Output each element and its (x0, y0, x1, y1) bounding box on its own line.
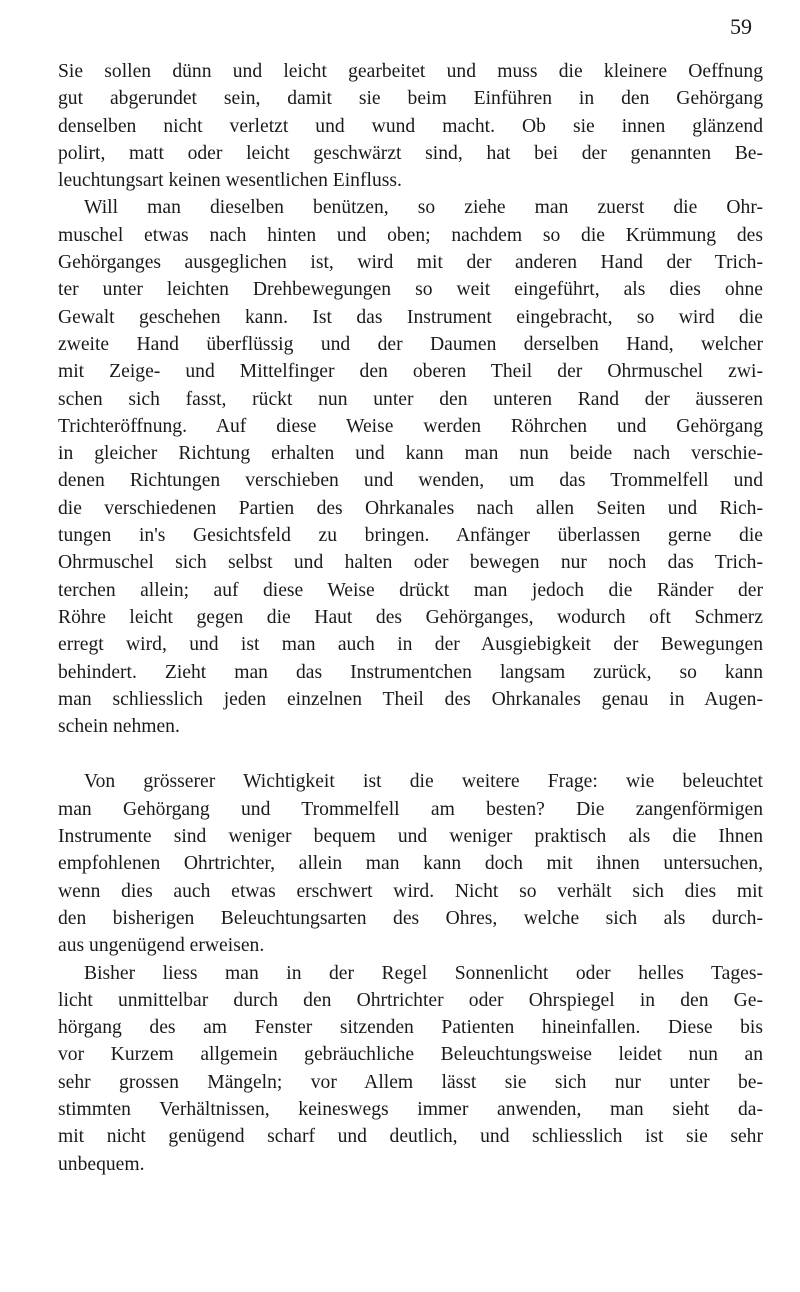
text-line: Bisher liess man in der Regel Sonnenlicht oder helles Tages- (84, 962, 763, 984)
text-line: in gleicher Richtung erhalten und kann man nun beide nach verschie- (58, 443, 763, 465)
paragraph (58, 58, 763, 194)
paragraph-spacer (58, 740, 763, 768)
text-line: Instrumente sind weniger bequem und weniger praktisch als die Ihnen (58, 826, 763, 848)
text-line: tungen in's Gesichtsfeld zu bringen. Anfänger überlassen gerne die (58, 525, 763, 547)
text-line: ter unter leichten Drehbewegungen so weit eingeführt, als dies ohne (58, 279, 763, 301)
text-line: Sie sollen dünn und leicht gearbeitet und muss die kleinere Oeffnung (58, 61, 763, 82)
paragraph (58, 960, 763, 1178)
paragraph (58, 768, 763, 959)
text-line: mit nicht genügend scharf und deutlich, und schliesslich ist sie sehr (58, 1126, 763, 1148)
text-line: erregt wird, und ist man auch in der Ausgiebigkeit der Bewegungen (58, 634, 763, 656)
text-line: Röhre leicht gegen die Haut des Gehörganges, wodurch oft Schmerz (58, 606, 763, 628)
text-line: behindert. Zieht man das Instrumentchen langsam zurück, so kann (58, 661, 763, 683)
paragraph (58, 194, 763, 740)
text-line: Von grösserer Wichtigkeit ist die weitere Frage: wie beleuchtet (84, 771, 763, 793)
text-line: mit Zeige- und Mittelfinger den oberen Theil der Ohrmuschel zwi- (58, 361, 763, 383)
text-line: den bisherigen Beleuchtungsarten des Ohres, welche sich als durch- (58, 907, 763, 929)
text-line: vor Kurzem allgemein gebräuchliche Beleuchtungsweise leidet nun an (58, 1044, 763, 1066)
text-line: zweite Hand überflüssig und der Daumen derselben Hand, welcher (58, 333, 763, 355)
text-line: muschel etwas nach hinten und oben; nachdem so die Krümmung des (58, 224, 763, 246)
text-line: man Gehörgang und Trommelfell am besten? Die zangenförmigen (58, 798, 763, 820)
text-line: schen sich fasst, rückt nun unter den unteren Rand der äusseren (58, 388, 763, 410)
text-line: hörgang des am Fenster sitzenden Patienten hineinfallen. Diese bis (58, 1017, 763, 1039)
text-line: Ohrmuschel sich selbst und halten oder bewegen nur noch das Trich- (58, 552, 763, 574)
text-line: schein nehmen. (58, 716, 180, 738)
text-line: licht unmittelbar durch den Ohrtrichter oder Ohrspiegel in den Ge- (58, 989, 763, 1011)
text-line: unbequem. (58, 1153, 145, 1175)
text-line: Will man dieselben benützen, so ziehe man zuerst die Ohr- (84, 197, 763, 219)
text-line: terchen allein; auf diese Weise drückt man jedoch die Ränder der (58, 579, 763, 601)
text-line: Trichteröffnung. Auf diese Weise werden Röhrchen und Gehörgang (58, 415, 763, 437)
text-line: denen Richtungen verschieben und wenden, um das Trommelfell und (58, 470, 763, 492)
text-line: leuchtungsart keinen wesentlichen Einfluss. (58, 170, 402, 192)
page-number: 59 (730, 14, 752, 39)
text-line: aus ungenügend erweisen. (58, 935, 265, 957)
text-line: Gehörganges ausgeglichen ist, wird mit der anderen Hand der Trich- (58, 252, 763, 274)
text-line: wenn dies auch etwas erschwert wird. Nicht so verhält sich dies mit (58, 880, 763, 902)
text-line: stimmten Verhältnissen, keineswegs immer anwenden, man sieht da- (58, 1098, 763, 1120)
text-line: die verschiedenen Partien des Ohrkanales nach allen Seiten und Rich- (58, 497, 763, 519)
text-line: polirt, matt oder leicht geschwärzt sind, hat bei der genannten Be- (58, 142, 763, 164)
text-line: sehr grossen Mängeln; vor Allem lässt sie sich nur unter be- (58, 1071, 763, 1093)
text-line: denselben nicht verletzt und wund macht. Ob sie innen glänzend (58, 115, 763, 137)
text-line: man schliesslich jeden einzelnen Theil des Ohrkanales genau in Augen- (58, 688, 763, 710)
body-text (58, 58, 763, 1178)
text-line: gut abgerundet sein, damit sie beim Einführen in den Gehörgang (58, 88, 763, 110)
text-line: empfohlenen Ohrtrichter, allein man kann doch mit ihnen untersuchen, (58, 853, 763, 875)
text-line: Gewalt geschehen kann. Ist das Instrument eingebracht, so wird die (58, 306, 763, 328)
